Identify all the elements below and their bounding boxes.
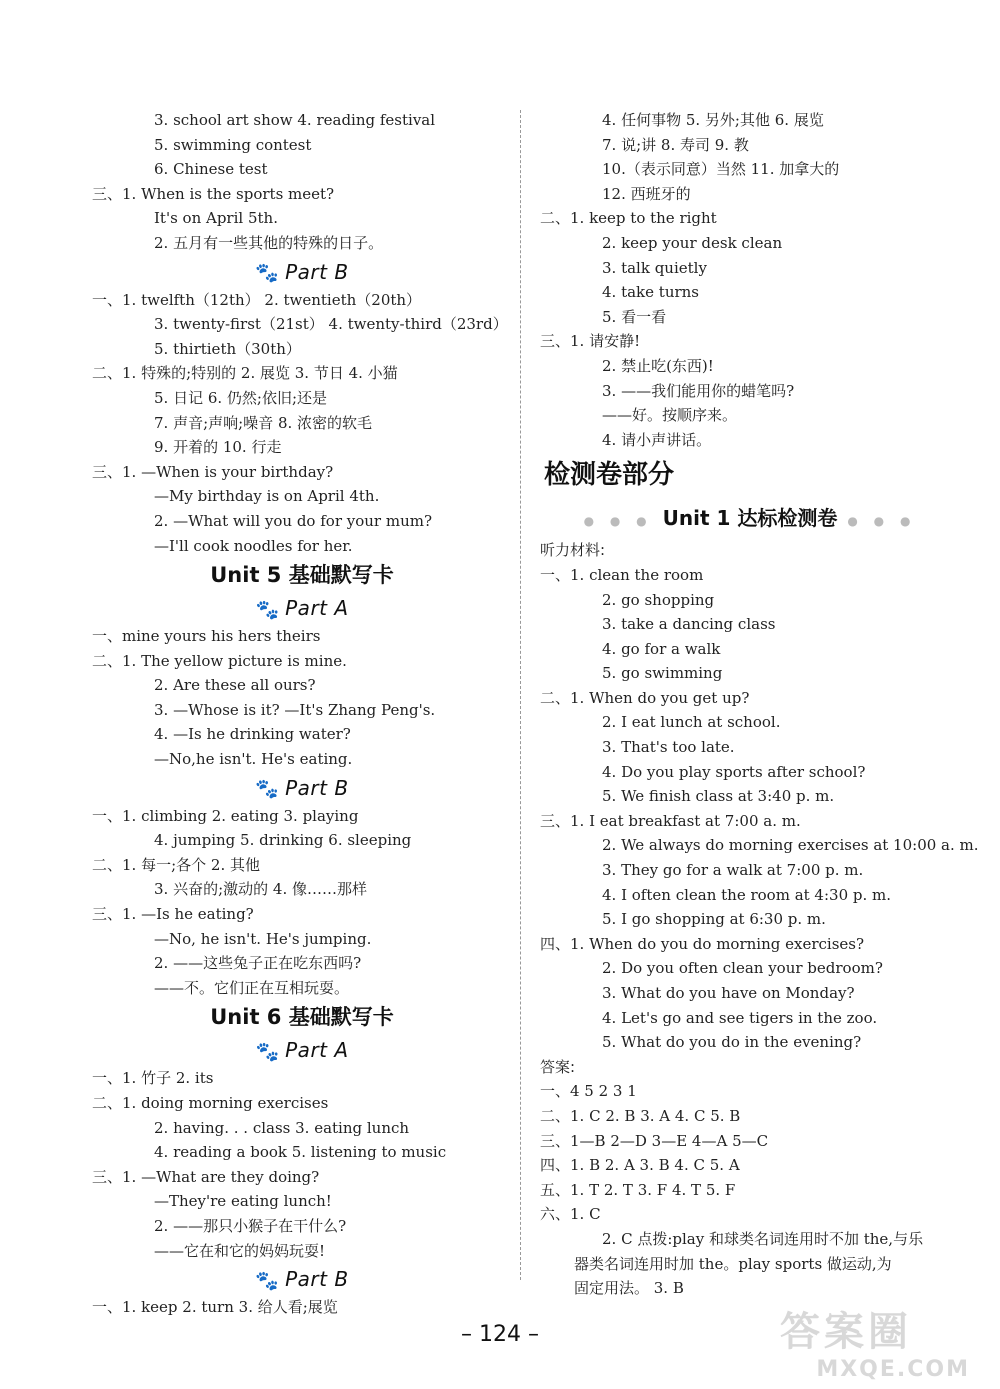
- answer-line: 9. 开着的 10. 行走: [154, 438, 282, 457]
- answer-line: 12. 西班牙的: [602, 184, 691, 203]
- answer-line: 一、mine yours his hers theirs: [92, 627, 321, 646]
- paw-icon: 🐾: [255, 1040, 280, 1063]
- answer-line: 一、1. clean the room: [540, 565, 704, 584]
- unit-heading: Unit 5 基础默写卡: [210, 563, 394, 588]
- part-heading-text: Part B: [285, 259, 349, 284]
- answer-line: 6. Chinese test: [154, 160, 268, 179]
- answer-line: 二、1. C 2. B 3. A 4. C 5. B: [540, 1106, 741, 1125]
- answer-line: 4. —Is he drinking water?: [154, 725, 351, 744]
- part-heading: [92, 772, 512, 804]
- answer-line: ——好。按顺序来。: [602, 406, 738, 425]
- part-heading: [92, 1263, 512, 1295]
- answer-line: 固定用法。 3. B: [574, 1279, 684, 1298]
- answer-line: 2. 五月有一些其他的特殊的日子。: [154, 233, 384, 252]
- answer-line: 四、1. B 2. A 3. B 4. C 5. A: [540, 1156, 740, 1175]
- answer-line: 2. Are these all ours?: [154, 676, 316, 695]
- answer-line: 5. 看一看: [602, 307, 667, 326]
- answer-line: 三、1. —What are they doing?: [92, 1167, 320, 1186]
- answer-line: 六、1. C: [540, 1205, 601, 1224]
- answer-line: 二、1. When do you get up?: [540, 688, 750, 707]
- answer-line: 一、4 5 2 3 1: [540, 1082, 637, 1101]
- test-unit-banner: [540, 498, 960, 538]
- answer-line: 4. go for a walk: [602, 639, 721, 658]
- answer-line: 4. take turns: [602, 283, 700, 302]
- banner-text: Unit 1 达标检测卷: [662, 506, 838, 531]
- answer-line: 4. 任何事物 5. 另外;其他 6. 展览: [602, 111, 824, 129]
- answer-line: 3. talk quietly: [602, 258, 707, 277]
- answer-line: 2. 禁止吃(东西)!: [602, 356, 714, 375]
- answer-line: 2. C 点拨:play 和球类名词连用时不加 the,与乐: [602, 1229, 924, 1248]
- answer-line: 3. ——我们能用你的蜡笔吗?: [602, 381, 795, 400]
- page-number: – 124 –: [461, 1322, 539, 1347]
- watermark-url: MXQE.COM: [816, 1357, 970, 1382]
- answer-line: 3. They go for a walk at 7:00 p. m.: [602, 861, 864, 880]
- answer-line: —My birthday is on April 4th.: [154, 487, 380, 506]
- answer-line: 四、1. When do you do morning exercises?: [540, 934, 865, 953]
- answer-line: 二、1. The yellow picture is mine.: [92, 651, 347, 670]
- answer-line: 二、1. doing morning exercises: [92, 1094, 329, 1112]
- answer-line: 三、1. I eat breakfast at 7:00 a. m.: [540, 811, 801, 830]
- answer-line: 10.（表示同意）当然 11. 加拿大的: [602, 160, 840, 179]
- paw-icon: 🐾: [255, 598, 280, 621]
- answer-line: 4. Do you play sports after school?: [602, 762, 866, 781]
- answer-line: 2. Do you often clean your bedroom?: [602, 959, 883, 978]
- answer-line: 二、1. 每一;各个 2. 其他: [92, 855, 260, 874]
- part-heading: [92, 256, 512, 288]
- answer-line: 4. Let's go and see tigers in the zoo.: [602, 1008, 878, 1027]
- answer-line: 五、1. T 2. T 3. F 4. T 5. F: [540, 1180, 736, 1199]
- banner-decoration-left: ● ● ●: [583, 514, 653, 529]
- answer-line: 5. swimming contest: [154, 135, 312, 154]
- section-label: 答案:: [540, 1057, 576, 1076]
- part-heading: [92, 1034, 512, 1066]
- answer-line: —I'll cook noodles for her.: [154, 536, 353, 555]
- section-title: 检测卷部分: [544, 460, 675, 491]
- answer-line: 3. take a dancing class: [602, 615, 776, 634]
- answer-line: 一、1. 竹子 2. its: [92, 1069, 214, 1088]
- answer-line: 4. reading a book 5. listening to music: [154, 1143, 447, 1162]
- answer-line: —They're eating lunch!: [154, 1192, 332, 1211]
- answer-line: ——它在和它的妈妈玩耍!: [154, 1241, 326, 1260]
- answer-line: 三、1—B 2—D 3—E 4—A 5—C: [540, 1131, 769, 1150]
- unit-heading: Unit 6 基础默写卡: [210, 1005, 394, 1030]
- answer-line: 2. —What will you do for your mum?: [154, 511, 433, 530]
- column-divider: [520, 110, 521, 1280]
- answer-line: 5. I go shopping at 6:30 p. m.: [602, 910, 826, 929]
- part-heading-text: Part A: [285, 596, 349, 621]
- answer-line: 5. What do you do in the evening?: [602, 1033, 862, 1052]
- part-heading-text: Part B: [285, 775, 349, 800]
- answer-line: 4. I often clean the room at 4:30 p. m.: [602, 885, 892, 904]
- paw-icon: 🐾: [255, 778, 280, 801]
- answer-line: 一、1. twelfth（12th） 2. twentieth（20th）: [92, 290, 422, 309]
- answer-line: 7. 说;讲 8. 寿司 9. 教: [602, 135, 749, 154]
- answer-line: ——不。它们正在互相玩耍。: [154, 978, 350, 997]
- answer-line: 3. What do you have on Monday?: [602, 984, 855, 1002]
- answer-line: —No, he isn't. He's jumping.: [154, 929, 372, 948]
- answer-line: —No,he isn't. He's eating.: [154, 750, 353, 769]
- answer-line: 3. school art show 4. reading festival: [154, 111, 436, 129]
- banner-decoration-right: ● ● ●: [847, 514, 917, 529]
- answer-line: 5. go swimming: [602, 664, 723, 683]
- part-heading-text: Part A: [285, 1038, 349, 1063]
- answer-line: 2. I eat lunch at school.: [602, 713, 781, 732]
- answer-line: 5. We finish class at 3:40 p. m.: [602, 787, 835, 806]
- answer-line: 一、1. keep 2. turn 3. 给人看;展览: [92, 1298, 338, 1317]
- answer-line: 3. 兴奋的;激动的 4. 像……那样: [154, 880, 367, 899]
- answer-line: 3. —Whose is it? —It's Zhang Peng's.: [154, 700, 436, 719]
- part-heading-text: Part B: [285, 1267, 349, 1292]
- answer-line: 二、1. keep to the right: [540, 209, 717, 228]
- answer-line: 2. keep your desk clean: [602, 233, 783, 252]
- answer-line: 2. We always do morning exercises at 10:00 a. m.: [602, 836, 979, 855]
- answer-line: 2. ——这些兔子正在吃东西吗?: [154, 954, 362, 973]
- part-heading: [92, 592, 512, 624]
- answer-line: 4. 请小声讲话。: [602, 430, 712, 449]
- answer-line: 器类名词连用时加 the。play sports 做运动,为: [574, 1254, 892, 1273]
- answer-line: 4. jumping 5. drinking 6. sleeping: [154, 831, 412, 850]
- answer-line: 3. That's too late.: [602, 738, 735, 757]
- answer-line: 7. 声音;声响;噪音 8. 浓密的软毛: [154, 413, 373, 432]
- site-watermark: [780, 1300, 980, 1380]
- answer-line: 2. go shopping: [602, 590, 715, 609]
- right-column: [540, 108, 979, 1301]
- answer-line: 5. thirtieth（30th）: [154, 339, 301, 358]
- answer-line: It's on April 5th.: [154, 209, 278, 228]
- paw-icon: 🐾: [255, 262, 280, 285]
- watermark-logo-text: 答案圈: [780, 1309, 912, 1355]
- section-label: 听力材料:: [540, 541, 606, 560]
- answer-line: 5. 日记 6. 仍然;依旧;还是: [154, 388, 328, 407]
- answer-line: 三、1. When is the sports meet?: [92, 184, 335, 203]
- answer-line: 三、1. —Is he eating?: [92, 905, 254, 924]
- answer-line: 二、1. 特殊的;特别的 2. 展览 3. 节日 4. 小猫: [92, 364, 398, 383]
- answer-line: 3. twenty-first（21st） 4. twenty-third（23rd）: [154, 315, 508, 334]
- answer-line: 2. having. . . class 3. eating lunch: [154, 1118, 410, 1137]
- answer-line: 三、1. —When is your birthday?: [92, 462, 334, 481]
- answer-line: 三、1. 请安静!: [540, 332, 641, 351]
- left-column: [92, 108, 512, 1320]
- answer-line: 2. ——那只小猴子在干什么?: [154, 1216, 347, 1235]
- answer-line: 一、1. climbing 2. eating 3. playing: [92, 806, 359, 825]
- paw-icon: 🐾: [255, 1269, 280, 1292]
